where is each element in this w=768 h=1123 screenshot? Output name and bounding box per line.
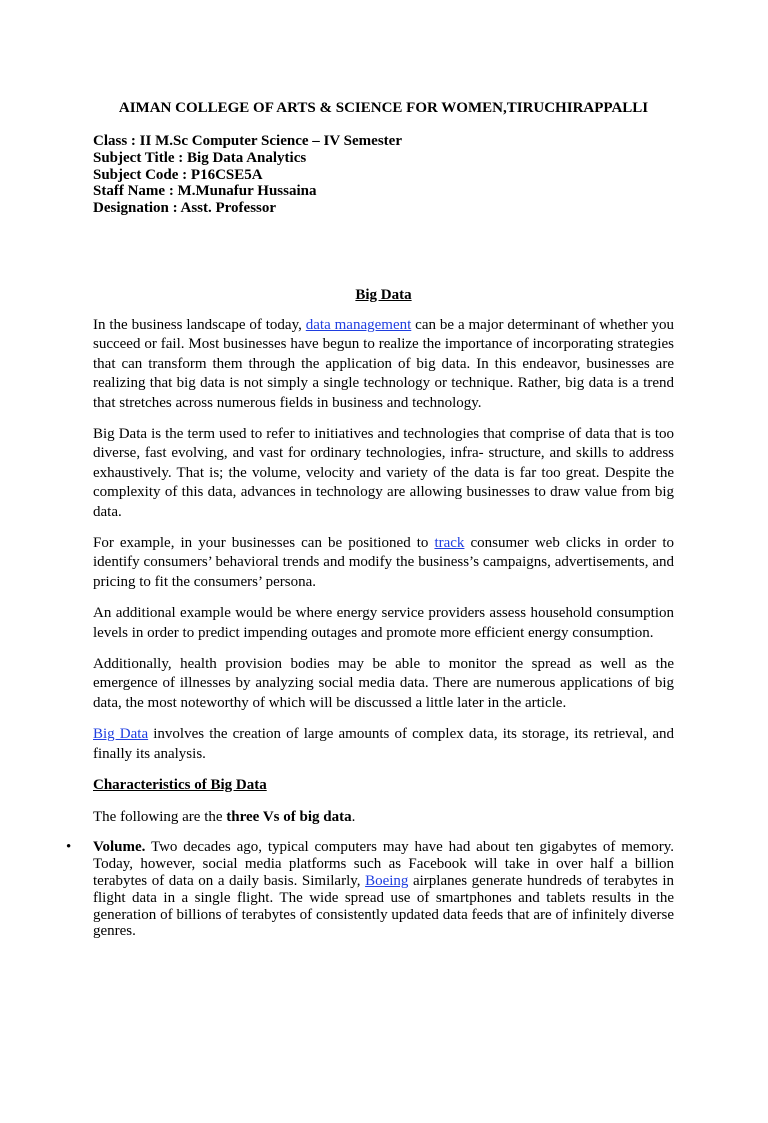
paragraph-4: An additional example would be where energy service providers assess household consumption levels in order to predict impending outages and promote more efficient energy consumption.: [93, 605, 674, 641]
characteristics-heading: [93, 776, 674, 795]
paragraph-2: Big Data is the term used to refer to initiatives and technologies that comprise of data that is too diverse, fast evolving, and vast for ordinary technologies, infra- structure, and skills to address exhaustively. That is; the volume, velocity and variety of the data is far too great. Despite the complexity of this data, advances in technology are allowing businesses to draw value from big data.: [93, 426, 674, 520]
paragraph-6-end: involves the creation of large amounts of complex data, its storage, its retrieval, and finally its analysis.: [93, 726, 674, 762]
three-vs-intro-end: .: [351, 808, 356, 825]
subject-title: Subject Title : Big Data Analytics: [93, 149, 307, 166]
vs-list: [66, 838, 674, 940]
three-vs-intro-start: The following are the: [93, 808, 227, 825]
track-link[interactable]: track: [434, 535, 465, 552]
paragraph-1-start: In the business landscape of today,: [93, 316, 306, 333]
paragraph-5: Additionally, health provision bodies may be able to monitor the spread as well as the emergence of illnesses by analyzing social media data. There are numerous applications of big data, the most noteworthy of which will be discussed a little later in the article.: [93, 656, 674, 711]
section-heading-text: Big Data: [355, 286, 412, 303]
bullet-icon: •: [66, 838, 72, 855]
document-page: [0, 99, 768, 1123]
three-vs-intro: [93, 808, 674, 827]
paragraph-3-start: For example, in your businesses can be positioned to: [93, 535, 435, 552]
volume-text-end: airplanes generate hundreds of terabytes in flight data in a single flight. The wide spread use of smartphones and tablets results in the generation of billions of terabytes of consistently updated data feeds that are of infinitely diverse genres.: [93, 872, 674, 940]
paragraph-3-end: consumer web clicks in order to identify consumers’ behavioral trends and modify the business’s campaigns, advertisements, and pricing to fit the consumers’ persona.: [93, 535, 674, 590]
staff-name: Staff Name : M.Munafur Hussaina: [93, 183, 317, 200]
paragraph-3: [93, 534, 674, 592]
section-heading: [93, 286, 674, 304]
data-management-link[interactable]: data management: [305, 316, 412, 333]
subject-code: Subject Code : P16CSE5A: [93, 166, 263, 183]
three-vs-bold: three Vs of big data: [226, 808, 352, 825]
paragraph-6: [93, 725, 674, 764]
college-title: AIMAN COLLEGE OF ARTS & SCIENCE FOR WOMEN,TIRUCHIRAPPALLI: [118, 100, 649, 116]
characteristics-heading-text: Characteristics of Big Data: [93, 777, 267, 794]
paragraph-1-end: can be a major determinant of whether you succeed or fail. Most businesses have begun to realize the importance of incorporating strategies that can transform them through the application of big data. In this endeavor, businesses are realizing that big data is not simply a single technology or technique. Rather, big data is a trend that stretches across numerous fields in business and technology.: [93, 316, 675, 411]
designation: Designation : Asst. Professor: [93, 200, 277, 217]
paragraph-1: [93, 316, 674, 413]
list-item: [66, 838, 674, 940]
class-line: Class : II M.Sc Computer Science – IV Semester: [93, 133, 402, 149]
big-data-link[interactable]: Big Data: [93, 726, 149, 743]
volume-text-start: Two decades ago, typical computers may have had about ten gigabytes of memory. Today, however, social media platforms such as Facebook will take in over half a billion terabytes of data on a daily basis. Similarly,: [93, 838, 674, 889]
boeing-link[interactable]: Boeing: [365, 872, 409, 889]
course-meta: [93, 133, 674, 217]
volume-label: Volume.: [93, 838, 146, 855]
